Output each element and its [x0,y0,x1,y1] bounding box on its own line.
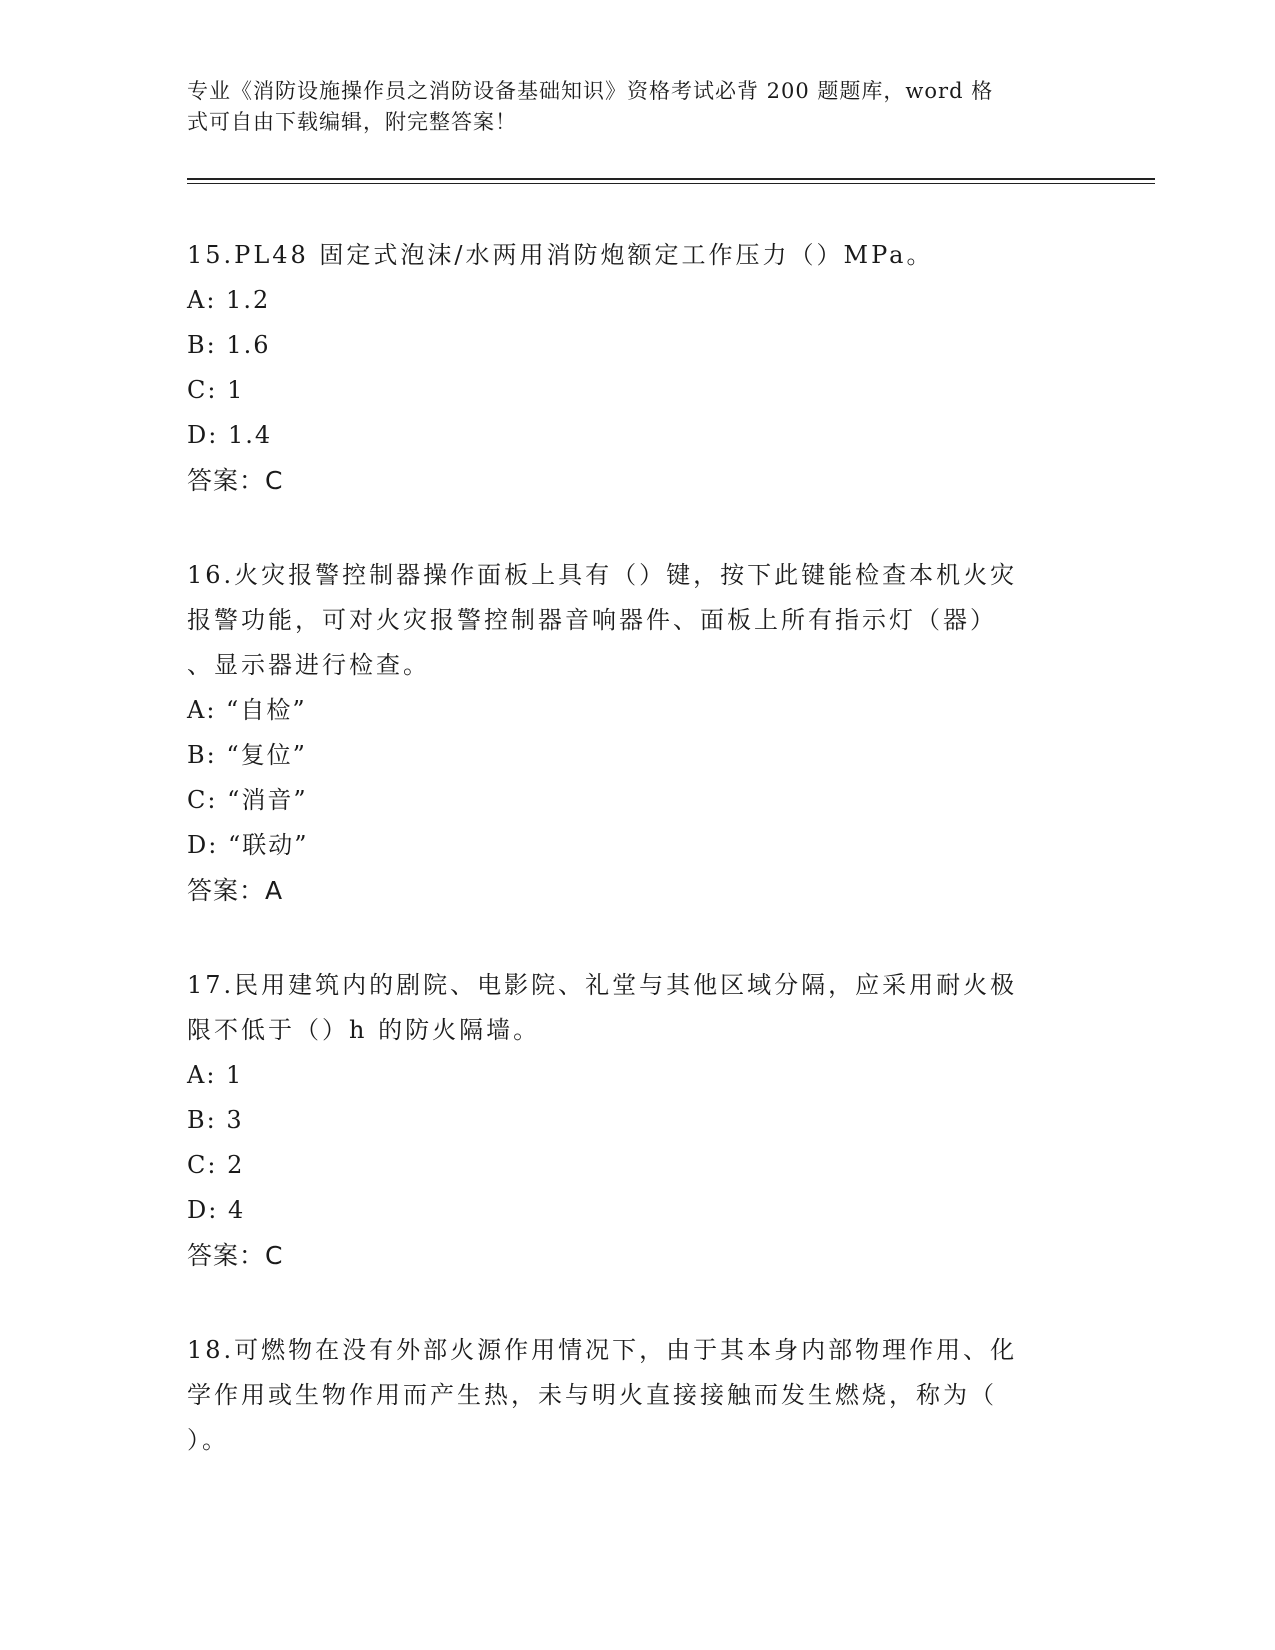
answer-line: 答案：A [187,876,284,905]
option-b: B: “复位” [187,741,307,769]
question-stem-line: 18.可燃物在没有外部火源作用情况下，由于其本身内部物理作用、化 [187,1336,1018,1364]
option-d: D: 1.4 [187,421,273,449]
option-a: A: 1.2 [187,286,271,314]
option-a: A: “自检” [187,696,307,724]
question-stem-line: 16.火灾报警控制器操作面板上具有（）键，按下此键能检查本机火灾 [187,561,1018,589]
question-stem: 15.PL48 固定式泡沫/水两用消防炮额定工作压力（）MPa。 [187,241,934,269]
option-c: C: 1 [187,376,245,404]
question-18 [187,1328,1077,1463]
option-d: D: “联动” [187,831,309,859]
option-c: C: “消音” [187,786,308,814]
answer-line: 答案：C [187,466,284,495]
option-c: C: 2 [187,1151,245,1179]
header-divider-thin [187,183,1155,184]
question-stem-line: 报警功能，可对火灾报警控制器音响器件、面板上所有指示灯（器） [187,606,997,634]
question-16 [187,553,1077,913]
answer-line: 答案：C [187,1241,284,1270]
option-d: D: 4 [187,1196,246,1224]
question-stem-line: 学作用或生物作用而产生热，未与明火直接接触而发生燃烧，称为（ [187,1381,997,1409]
question-stem-line: 17.民用建筑内的剧院、电影院、礼堂与其他区域分隔，应采用耐火极 [187,971,1018,999]
question-15 [187,233,1077,503]
question-stem-line: 限不低于（）h 的防火隔墙。 [187,1016,541,1044]
option-b: B: 1.6 [187,331,271,359]
option-a: A: 1 [187,1061,244,1089]
header-divider-thick [187,178,1155,180]
header-line-1: 专业《消防设施操作员之消防设备基础知识》资格考试必背 200 题题库，word 格 [187,79,994,103]
question-stem-line: 、显示器进行检查。 [187,651,430,679]
question-stem-line: ）。 [187,1426,229,1454]
document-header [187,76,1067,138]
option-b: B: 3 [187,1106,244,1134]
header-line-2: 式可自由下载编辑，附完整答案！ [187,110,517,134]
question-17 [187,963,1077,1278]
